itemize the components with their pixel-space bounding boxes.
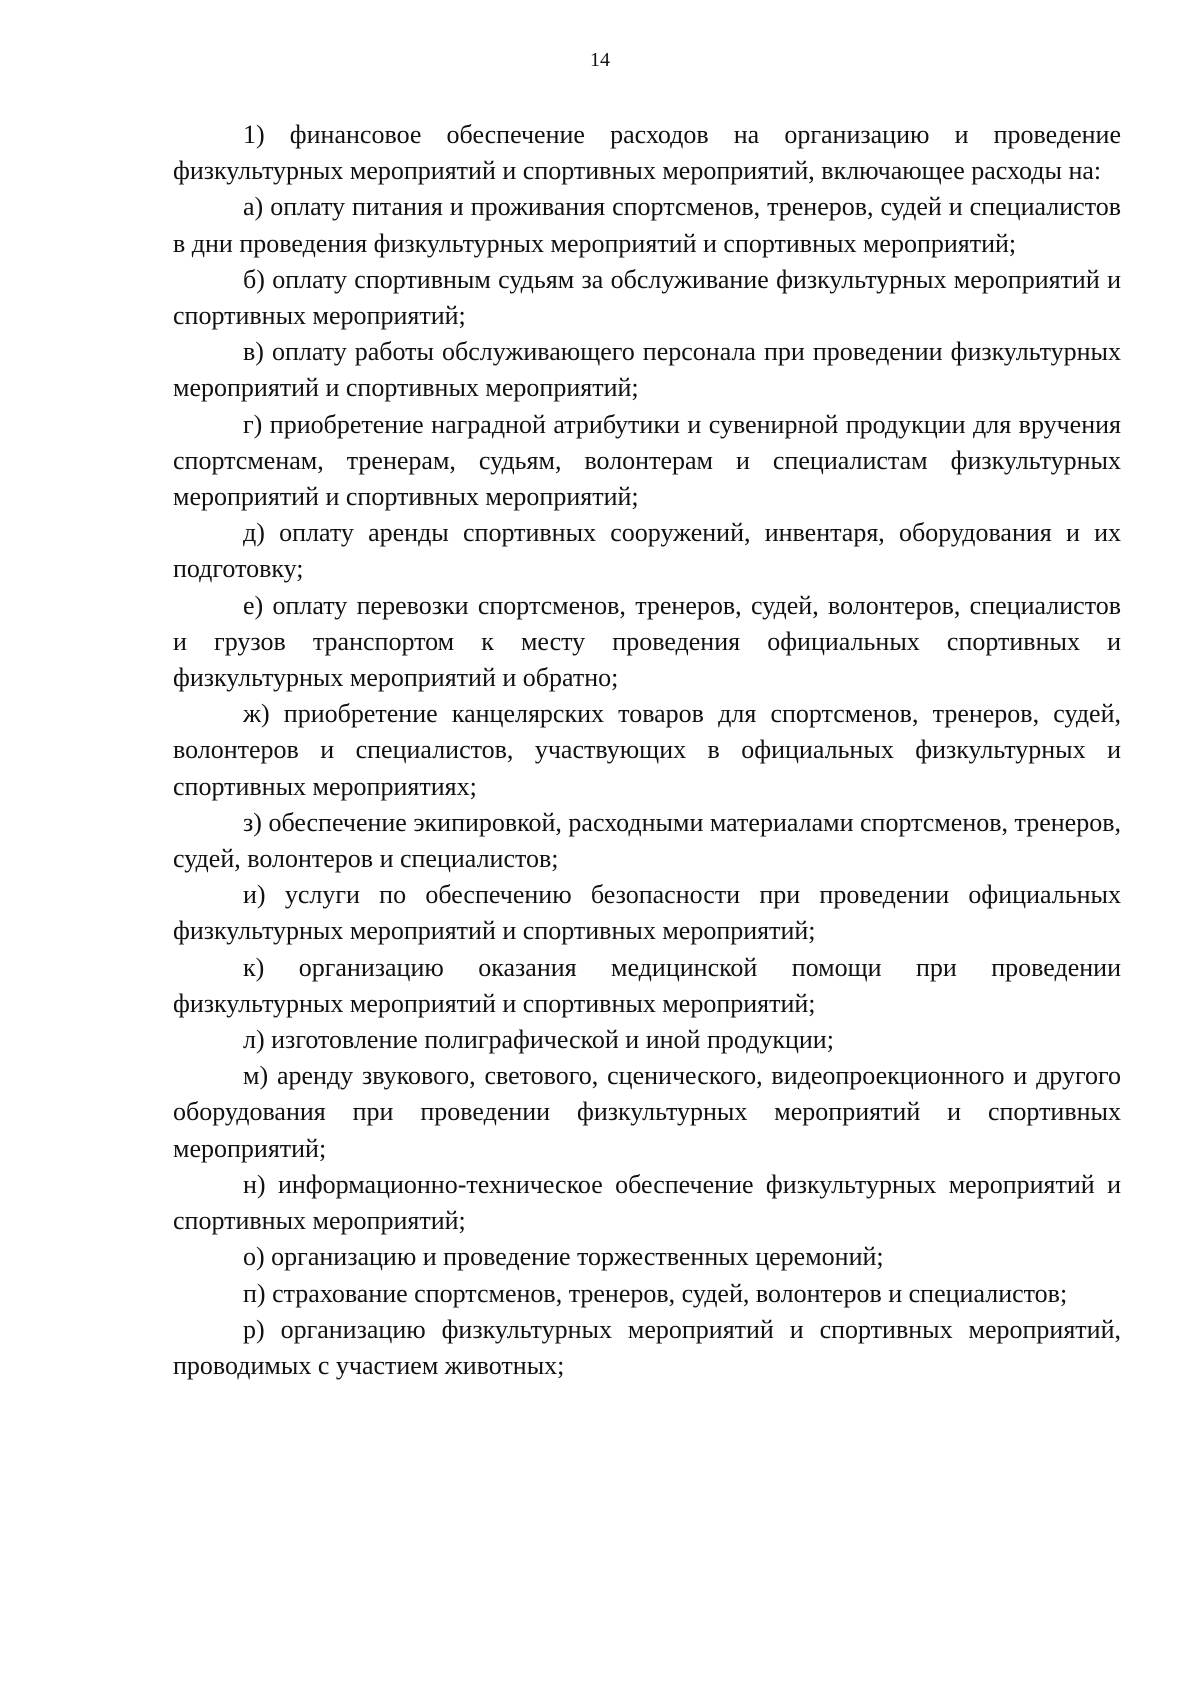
list-item-r: р) организацию физкультурных мероприятий и спортивных мероприятий, проводимых с участием животных; — [173, 1314, 1121, 1380]
list-item-zh: ж) приобретение канцелярских товаров для спортсменов, тренеров, судей, волонтеров и специалистов, участвующих в официальных физкультурных и спортивных мероприятиях; — [173, 699, 1121, 801]
list-item-v: в) оплату работы обслуживающего персонала при проведении физкультурных мероприятий и спортивных мероприятий; — [173, 337, 1121, 403]
list-item-p: п) страхование спортсменов, тренеров, судей, волонтеров и специалистов; — [243, 1278, 1068, 1308]
list-item-o: о) организацию и проведение торжественных церемоний; — [243, 1242, 884, 1272]
document-body — [173, 117, 1121, 1384]
list-item-m: м) аренду звукового, светового, сценического, видеопроекционного и другого оборудования при проведении физкультурных мероприятий и спортивных мероприятий; — [173, 1061, 1121, 1163]
list-item-b: б) оплату спортивным судьям за обслуживание физкультурных мероприятий и спортивных мероприятий; — [173, 264, 1121, 331]
list-item-d: д) оплату аренды спортивных сооружений, инвентаря, оборудования и их подготовку; — [173, 518, 1121, 584]
list-item-g: г) приобретение наградной атрибутики и сувенирной продукции для вручения спортсменам, тренерам, судьям, волонтерам и специалистам физкультурных мероприятий и спортивных мероприятий; — [173, 409, 1121, 512]
list-item-i: и) услуги по обеспечению безопасности при проведении официальных физкультурных мероприятий и спортивных мероприятий; — [173, 880, 1121, 946]
list-item-a: а) оплату питания и проживания спортсменов, тренеров, судей и специалистов в дни проведения физкультурных мероприятий и спортивных мероприятий; — [173, 192, 1121, 258]
list-item-n: н) информационно-техническое обеспечение физкультурных мероприятий и спортивных мероприятий; — [173, 1169, 1121, 1236]
list-item-k: к) организацию оказания медицинской помощи при проведении физкультурных мероприятий и спортивных мероприятий; — [173, 952, 1121, 1018]
list-item-z: з) обеспечение экипировкой, расходными материалами спортсменов, тренеров, судей, волонтеров и специалистов; — [173, 807, 1121, 874]
list-item-l: л) изготовление полиграфической и иной продукции; — [243, 1025, 834, 1055]
paragraph-1-financing: 1) финансовое обеспечение расходов на организацию и проведение физкультурных мероприятий и спортивных мероприятий, включающее расходы на: — [173, 120, 1121, 186]
list-item-e: е) оплату перевозки спортсменов, тренеров, судей, волонтеров, специалистов и грузов транспортом к месту проведения официальных спортивных и физкультурных мероприятий и обратно; — [173, 590, 1121, 693]
page-number: 14 — [590, 49, 610, 71]
